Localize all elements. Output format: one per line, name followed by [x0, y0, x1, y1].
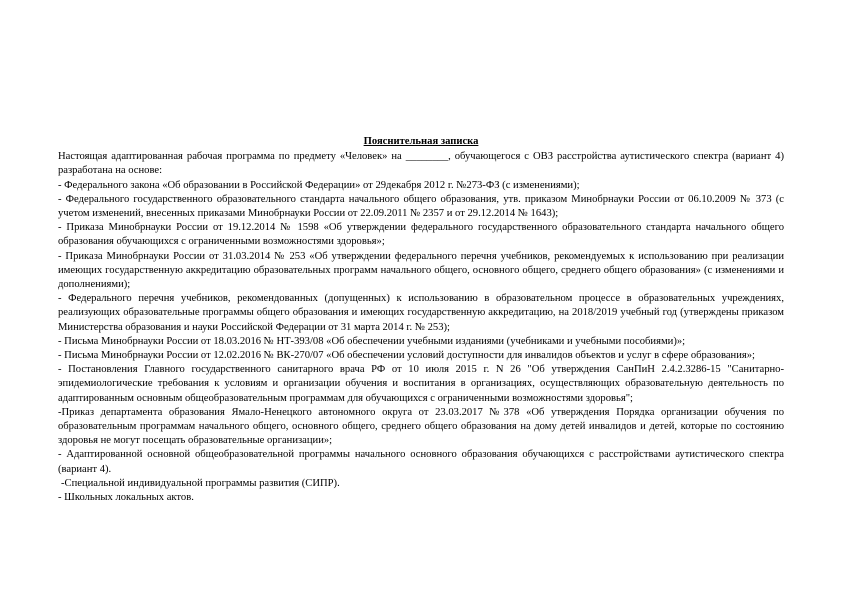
- basis-item-aoop: - Адаптированной основной общеобразовательной программы начального основного образования обучающихся с расстройствами аутистического спектра (вариант 4).: [58, 449, 784, 475]
- basis-item-order-378: -Приказ департамента образования Ямало-Ненецкого автономного округа от 23.03.2017 №378 «Об утверждения Порядка организации обучения по образовательным программам начального общего, основного общего, среднего общего образования на дому детей инвалидов и детей, которые по состоянию здоровья не могут посещать образовательные организации»;: [58, 406, 784, 447]
- intro-paragraph: Настоящая адаптированная рабочая программа по предмету «Человек» на ________, обучающегося с ОВЗ расстройства аутистического спектра (вариант 4) разработана на основе:: [58, 151, 784, 177]
- basis-item-letter-vk-270: - Письма Минобрнауки России от 12.02.2016 № ВК-270/07 «Об обеспечении условий доступности для инвалидов объектов и услуг в сфере образования»;: [58, 350, 755, 362]
- basis-item-textbook-list: - Федерального перечня учебников, рекомендованных (допущенных) к использованию в образовательном процессе в образовательных учреждениях, реализующих образовательные программы общего образования и имеющих государственную аккредитацию, на 2018/2019 учебный год (утверждены приказом Министерства образования и науки Российской Федерации от 31 марта 2014 г. № 253);: [58, 293, 784, 333]
- basis-item-letter-nt-393: - Письма Минобрнауки России от 18.03.2016 № НТ-393/08 «Об обеспечении учебными изданиями (учебниками и учебными пособиями)»;: [58, 335, 686, 347]
- basis-item-fgos-noo: - Федерального государственного образовательного стандарта начального общего образования, утв. приказом Минобрнауки России от 06.10.2009 № 373 (с учетом изменений, внесенных приказами Минобрнауки России от 22.09.2011 № 2357 и от 29.12.2014 № 1643);: [58, 193, 784, 220]
- basis-item-sanpin: - Постановления Главного государственного санитарного врача РФ от 10 июля 2015 г. N 26 "Об утверждения СанПиН 2.4.2.3286-15 "Санитарно-эпидемиологические требования к условиям и организации обучения и воспитания в организациях, осуществляющих образовательную деятельность по адаптированным основным общеобразовательным программам для обучающихся с ограниченными возможностями здоровья";: [58, 364, 784, 404]
- basis-item-federal-law: - Федерального закона «Об образовании в Российской Федерации» от 29декабря 2012 г. №273-ФЗ (с изменениями);: [58, 179, 580, 191]
- document-title: Пояснительная записка: [363, 136, 479, 147]
- basis-item-local-acts: - Школьных локальных актов.: [58, 492, 194, 504]
- basis-item-order-253: - Приказа Минобрнауки России от 31.03.2014 № 253 «Об утверждении федерального перечня учебников, рекомендуемых к использованию при реализации имеющих государственную аккредитацию образовательных программ начального общего, основного общего, среднего общего образования» (с изменениями и дополнениями);: [58, 250, 784, 291]
- basis-item-sipr: -Специальной индивидуальной программы развития (СИПР).: [61, 477, 340, 489]
- document-body: [58, 135, 784, 505]
- basis-item-order-1598: - Приказа Минобрнауки России от 19.12.2014 № 1598 «Об утверждении федерального государственного образовательного стандарта начального общего образования обучающихся с ограниченными возможностями здоровья»;: [58, 222, 784, 248]
